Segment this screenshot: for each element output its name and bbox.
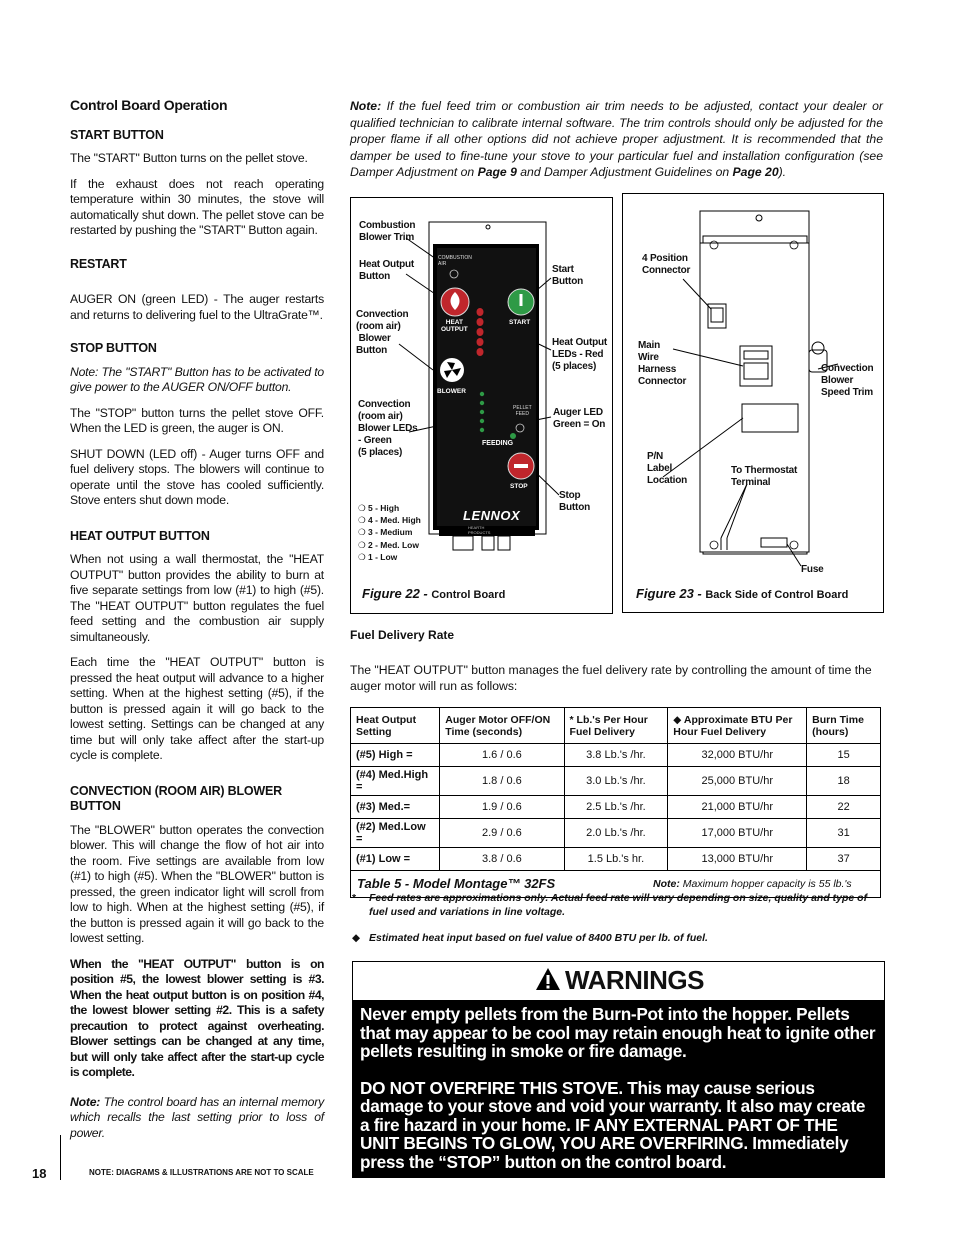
- fuel-table: [350, 707, 881, 898]
- label-pn-location: P/N Label Location: [647, 451, 688, 486]
- table-cell: (#2) Med.Low =: [351, 819, 440, 848]
- label-conv-trim: Convection Blower Speed Trim: [821, 363, 874, 398]
- panel-stop: STOP: [510, 483, 528, 490]
- table-row: [351, 744, 881, 767]
- page9-ref: Page 9: [477, 165, 517, 179]
- panel-combustion-air: COMBUSTION AIR: [438, 255, 472, 267]
- heat-title: HEAT OUTPUT BUTTON: [70, 528, 210, 543]
- label-stop-button: Stop Button: [559, 490, 591, 513]
- panel-pellet-feed: PELLET FEED: [513, 405, 532, 417]
- control-board-drawing: [351, 198, 612, 613]
- panel-feeding: FEEDING: [482, 440, 514, 447]
- stop-title: STOP BUTTON: [70, 341, 157, 355]
- table-title: Table 5 - Model Montage™ 32FS: [357, 876, 556, 891]
- label-fuse: Fuse: [801, 564, 824, 575]
- table-note: [653, 878, 852, 890]
- conv-title: CONVECTION (ROOM AIR) BLOWER BUTTON: [70, 783, 282, 813]
- warning-icon: [535, 967, 561, 991]
- stop-text-1: The "STOP" button turns the pellet stove OFF. When the LED is green, the auger is ON.: [70, 405, 324, 435]
- page-number: 18: [32, 1166, 47, 1181]
- fuel-description: The "HEAT OUTPUT" button manages the fuel delivery rate by controlling the amount of time the auger motor will run as follows:: [350, 663, 872, 693]
- table-row: [351, 819, 881, 848]
- restart-text: AUGER ON (green LED) - The auger restarts and returns to delivering fuel to the UltraGrate™.: [70, 292, 324, 322]
- legend-label: 3 - Medium: [367, 527, 413, 538]
- table-cell: 15: [807, 744, 881, 767]
- table-cell: 3.8 / 0.6: [440, 848, 564, 871]
- label-main-harness: Main Wire Harness Connector: [638, 340, 687, 387]
- table-cell: 37: [807, 848, 881, 871]
- figure-23-caption: [636, 586, 848, 601]
- start-text-1: The "START" Button turns on the pellet stove.: [70, 151, 308, 165]
- table-cell: 31: [807, 819, 881, 848]
- table-note-label: Note:: [653, 878, 680, 890]
- table-cell: 22: [807, 796, 881, 819]
- legend-label: 2 - Med. Low: [367, 539, 419, 550]
- table-note-text: Maximum hopper capacity is 55 lb.'s: [679, 878, 852, 890]
- scale-note: NOTE: DIAGRAMS & ILLUSTRATIONS ARE NOT TO SCALE: [89, 1168, 314, 1177]
- table-header-cell: * Lb.'s Per Hour Fuel Delivery: [564, 708, 668, 744]
- panel-blower: BLOWER: [437, 388, 466, 395]
- warnings-title: WARNINGS: [565, 965, 704, 995]
- warnings-header: [353, 962, 884, 1000]
- table-header-cell: ◆ Approximate BTU Per Hour Fuel Delivery: [668, 708, 807, 744]
- table-header-cell: Burn Time (hours): [807, 708, 881, 744]
- left-column: [70, 98, 324, 1151]
- label-heat-output-button: Heat Output Button: [359, 259, 415, 282]
- table-cell: 1.5 Lb.'s hr.: [564, 848, 668, 871]
- label-start-button: Start Button: [552, 264, 584, 287]
- fig23-caption-prefix: Figure 23 -: [636, 586, 706, 601]
- table-cell: 17,000 BTU/hr: [668, 819, 807, 848]
- legend-label: 5 - High: [367, 503, 400, 513]
- table-header-row: [351, 708, 881, 744]
- page20-ref: Page 20: [732, 165, 779, 179]
- memory-note: [70, 1095, 324, 1142]
- memory-text: The control board has an internal memory which recalls the last setting prior to loss of power.: [70, 1094, 324, 1140]
- table-cell: 13,000 BTU/hr: [668, 848, 807, 871]
- trim-note: [350, 98, 883, 181]
- warning-overfire: DO NOT OVERFIRE THIS STOVE. This may cause serious damage to your stove and void your warranty. It also may create a fire hazard in your home. IF ANY EXTERNAL PART OF THE UNIT BEGINS TO GLOW, YOU ARE OVERFIRING. Immediately press the “STOP” button on the control board.: [360, 1077, 866, 1172]
- conv-warning: When the "HEAT OUTPUT" button is on position #5, the lowest blower setting is #3. When the heat output button is on position #4, the lowest blower setting #2. This is a safety precaution to protect against overheating. Blower settings can be changed at any time, but will only take affect after the start-up cycle is complete.: [70, 956, 324, 1079]
- legend-circle-icon: ❍: [358, 527, 368, 538]
- conv-text: The "BLOWER" button operates the convection blower. This will change the flow of hot air into the room. Five settings are available from low (#1) to high (#5). When the "BLOWER" button is pressed, the green indicator light will scroll from low to high. When at the highest setting (#5), if the button is pressed again it will go back to the lowest setting.: [70, 822, 324, 945]
- figure-22-caption: [362, 586, 505, 601]
- fig22-caption-text: Control Board: [431, 589, 506, 601]
- table-header-cell: Heat Output Setting: [351, 708, 440, 744]
- trim-note-text-3: ).: [778, 165, 787, 179]
- stop-note: Note: The "START" Button has to be activated to give power to the AUGER ON/OFF button.: [70, 364, 324, 394]
- label-heat-leds: Heat Output LEDs - Red (5 places): [552, 337, 608, 372]
- restart-title: RESTART: [70, 256, 127, 271]
- table-cell: 1.9 / 0.6: [440, 796, 564, 819]
- footnote-text: Feed rates are approximations only. Actual feed rate will vary depending on size, quality and type of fuel used and variations in line voltage.: [369, 892, 868, 918]
- warnings-body: [353, 1000, 884, 1171]
- label-thermostat: To Thermostat Terminal: [731, 465, 798, 488]
- label-convection-leds: Convection (room air) Blower LEDs - Green (5 places): [358, 399, 418, 458]
- panel-heat-output: HEAT OUTPUT: [441, 319, 468, 333]
- legend-label: 1 - Low: [367, 551, 398, 562]
- figure-22: [350, 197, 613, 614]
- warning-pellets: Never empty pellets from the Burn-Pot into the hopper. Pellets that may appear to be cool may retain enough heat to ignite other pellets resulting in smoke or fire damage.: [360, 1004, 876, 1061]
- brand-logo: LENNOX: [463, 508, 521, 523]
- table-cell: 1.8 / 0.6: [440, 767, 564, 796]
- trim-note-text: If the fuel feed trim or combustion air trim needs to be adjusted, contact your dealer or qualified technician to calibrate internal software. The trim controls should only be adjusted for the proper flame if all other options did not achieve proper adjustment. It is recommended that the damper be used to fine-tune your stove to your particular fuel and installation configuration (see Damper Adjustment on: [350, 99, 883, 179]
- legend-label: 4 - Med. High: [367, 515, 421, 526]
- panel-start: START: [509, 319, 531, 326]
- memory-label: Note:: [70, 1094, 101, 1109]
- table-cell: (#4) Med.High =: [351, 767, 440, 796]
- label-four-position: 4 Position Connector: [642, 253, 691, 276]
- footer-rule: [60, 1135, 61, 1180]
- heat-text-2: Each time the "HEAT OUTPUT" button is pressed the heat output will advance to a higher setting. When at the highest setting (#5), if the button is pressed again it will go back to the lowest setting. Settings can be changed at any time but will only take affect after the start-up cycle is complete.: [70, 655, 324, 762]
- section-heading: Control Board Operation: [70, 97, 228, 113]
- label-combustion-trim: Combustion Blower Trim: [359, 220, 416, 243]
- legend-circle-icon: ❍: [358, 503, 368, 513]
- table-row: [351, 848, 881, 871]
- table-row: [351, 796, 881, 819]
- trim-note-text-2: and Damper Adjustment Guidelines on: [516, 165, 733, 179]
- legend-circle-icon: ❍: [358, 551, 368, 562]
- warnings-box: [352, 961, 885, 1178]
- table-cell: (#3) Med.=: [351, 796, 440, 819]
- table-cell: (#5) High =: [351, 744, 440, 767]
- table-cell: 2.0 Lb.'s /hr.: [564, 819, 668, 848]
- fig22-caption-prefix: Figure 22 -: [362, 586, 432, 601]
- table-cell: 21,000 BTU/hr: [668, 796, 807, 819]
- table-cell: 1.6 / 0.6: [440, 744, 564, 767]
- footnote-mark: ◆: [352, 932, 361, 944]
- fig23-caption-text: Back Side of Control Board: [705, 589, 849, 601]
- table-cell: 2.9 / 0.6: [440, 819, 564, 848]
- label-convection-button: Convection (room air) Blower Button: [356, 309, 409, 356]
- table-cell: (#1) Low =: [351, 848, 440, 871]
- footnote-text: Estimated heat input based on fuel value of 8400 BTU per lb. of fuel.: [369, 932, 708, 944]
- start-title: START BUTTON: [70, 127, 164, 142]
- start-text-2: If the exhaust does not reach operating temperature within 30 minutes, the stove will automatically shut down. The pellet stove can be restarted by pushing the "START" Button again.: [70, 176, 324, 237]
- footnote-mark: *: [352, 892, 357, 904]
- label-auger-led: Auger LED Green = On: [553, 407, 606, 430]
- heat-text-1: When not using a wall thermostat, the "HEAT OUTPUT" button provides the ability to burn at five separate settings from low (#1) to high (#5). The "HEAT OUTPUT" button regulates the fuel feed setting and the combustion air supply simultaneously.: [70, 552, 324, 644]
- table-body: [351, 744, 881, 871]
- figure-23: [622, 193, 884, 613]
- table-cell: 2.5 Lb.'s /hr.: [564, 796, 668, 819]
- table-cell: 3.8 Lb.'s /hr.: [564, 744, 668, 767]
- table-cell: 18: [807, 767, 881, 796]
- table-row: [351, 767, 881, 796]
- legend-circle-icon: ❍: [358, 539, 368, 550]
- legend-circle-icon: ❍: [358, 515, 368, 526]
- fuel-heading: Fuel Delivery Rate: [350, 628, 455, 642]
- table-header-cell: Auger Motor OFF/ON Time (seconds): [440, 708, 564, 744]
- table-cell: 25,000 BTU/hr: [668, 767, 807, 796]
- trim-note-label: Note:: [350, 99, 382, 113]
- table-cell: 32,000 BTU/hr: [668, 744, 807, 767]
- brand-sub: HEARTH PRODUCTS: [468, 525, 491, 535]
- table-cell: 3.0 Lb.'s /hr.: [564, 767, 668, 796]
- stop-text-2: SHUT DOWN (LED off) - Auger turns OFF and fuel delivery stops. The blowers will continue to operate until the stove has cooled sufficiently. Stove enters shut down mode.: [70, 446, 324, 507]
